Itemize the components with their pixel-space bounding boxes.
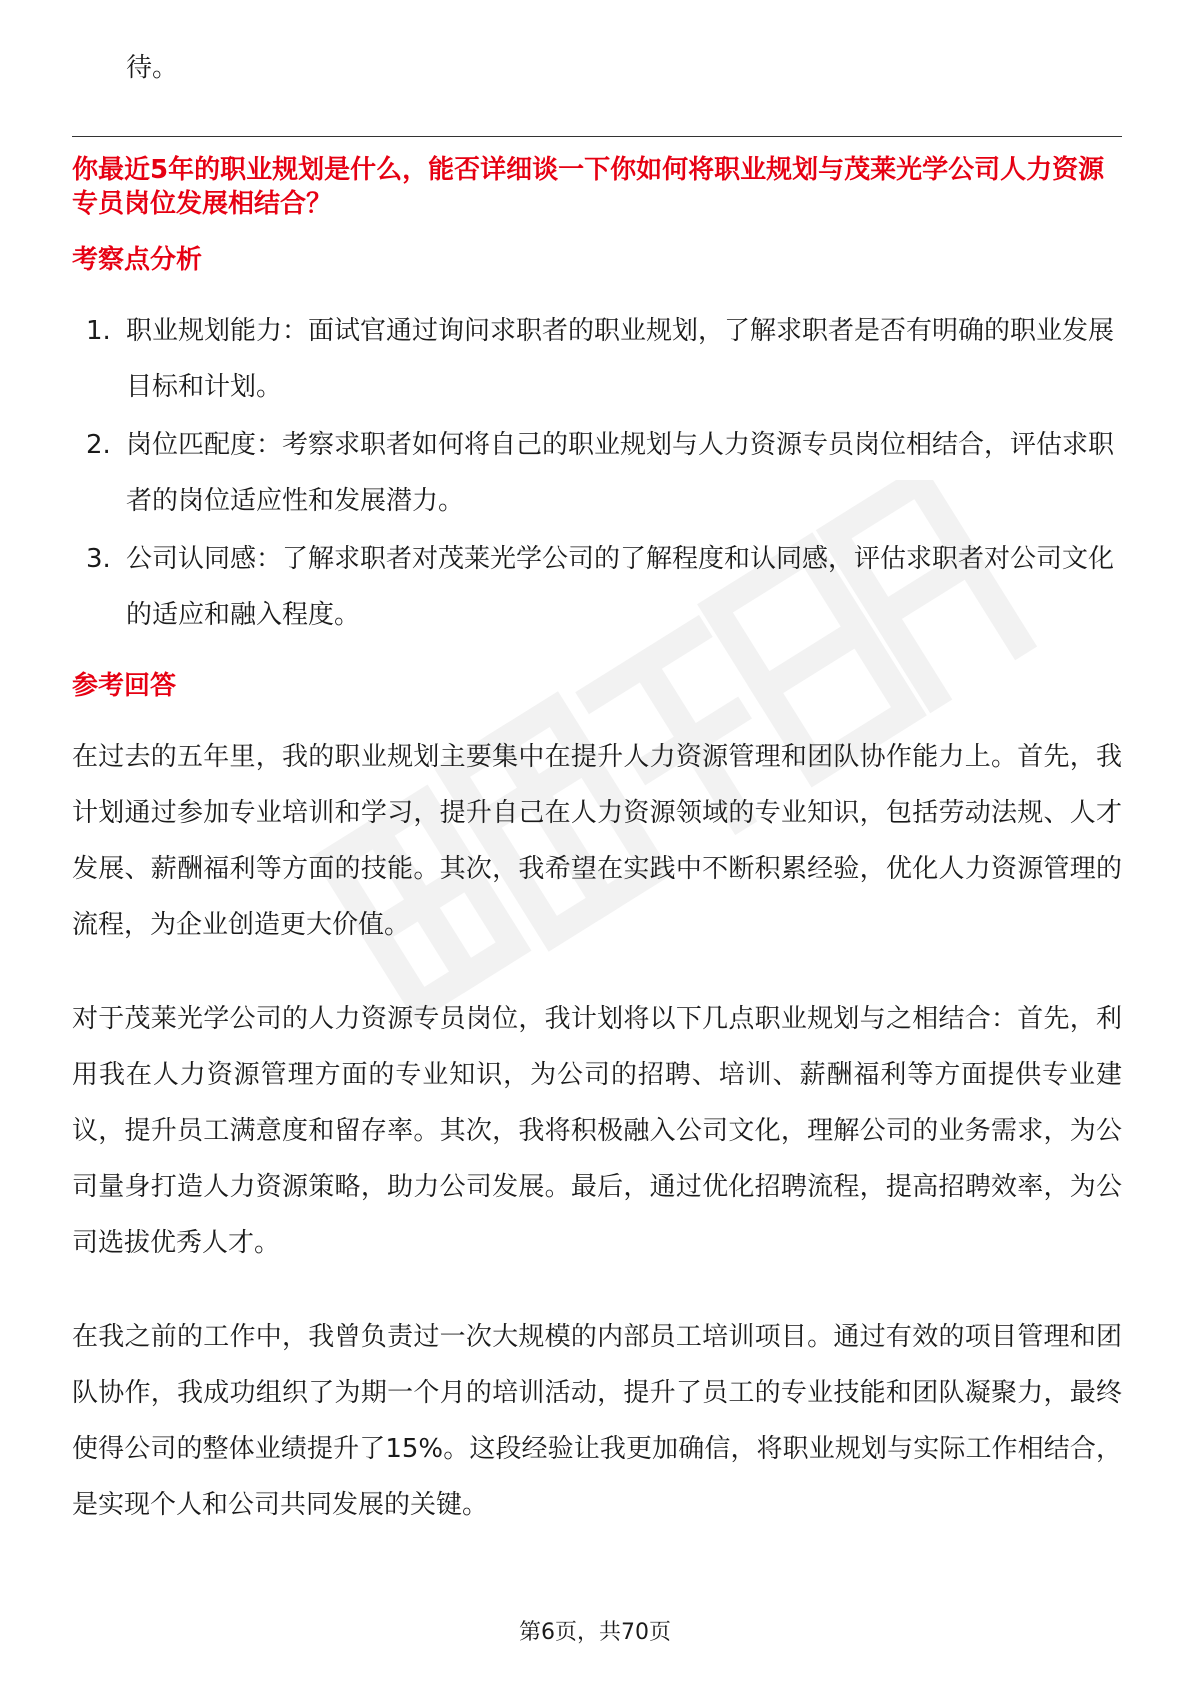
analysis-item: [72, 303, 1122, 415]
analysis-item-text: 职业规划能力：面试官通过询问求职者的职业规划，了解求职者是否有明确的职业发展目标和计划。: [126, 316, 1115, 402]
main-content: [72, 48, 1122, 1571]
analysis-item: [72, 417, 1122, 529]
analysis-item-text: 岗位匹配度：考察求职者如何将自己的职业规划与人力资源专员岗位相结合，评估求职者的岗位适应性和发展潜力。: [126, 430, 1115, 516]
analysis-list: [72, 303, 1122, 643]
answer-heading: 参考回答: [72, 671, 177, 701]
analysis-item-number: 2.: [86, 430, 111, 460]
analysis-heading: 考察点分析: [72, 245, 203, 275]
answer-paragraph: 对于茂莱光学公司的人力资源专员岗位，我计划将以下几点职业规划与之相结合：首先，利用我在人力资源管理方面的专业知识，为公司的招聘、培训、薪酬福利等方面提供专业建议，提升员工满意度和留存率。其次，我将积极融入公司文化，理解公司的业务需求，为公司量身打造人力资源策略，助力公司发展。最后，通过优化招聘流程，提高招聘效率，为公司选拔优秀人才。: [72, 1004, 1122, 1258]
answer-paragraph: 在我之前的工作中，我曾负责过一次大规模的内部员工培训项目。通过有效的项目管理和团队协作，我成功组织了为期一个月的培训活动，提升了员工的专业技能和团队凝聚力，最终使得公司的整体业绩提升了15%。这段经验让我更加确信，将职业规划与实际工作相结合，是实现个人和公司共同发展的关键。: [72, 1322, 1122, 1520]
analysis-item-number: 3.: [86, 544, 111, 574]
answer-paragraph: 在过去的五年里，我的职业规划主要集中在提升人力资源管理和团队协作能力上。首先，我计划通过参加专业培训和学习，提升自己在人力资源领域的专业知识，包括劳动法规、人才发展、薪酬福利等方面的技能。其次，我希望在实践中不断积累经验，优化人力资源管理的流程，为企业创造更大价值。: [72, 742, 1122, 940]
carry-over-text: 待。: [126, 53, 179, 83]
question-heading: 你最近5年的职业规划是什么，能否详细谈一下你如何将职业规划与茂莱光学公司人力资源专员岗位发展相结合？: [72, 155, 1105, 219]
analysis-item: [72, 531, 1122, 643]
section-divider: [72, 136, 1122, 137]
page-footer: 第6页，共70页: [519, 1620, 671, 1645]
analysis-item-number: 1.: [86, 316, 111, 346]
analysis-item-text: 公司认同感：了解求职者对茂莱光学公司的了解程度和认同感，评估求职者对公司文化的适应和融入程度。: [126, 544, 1115, 630]
